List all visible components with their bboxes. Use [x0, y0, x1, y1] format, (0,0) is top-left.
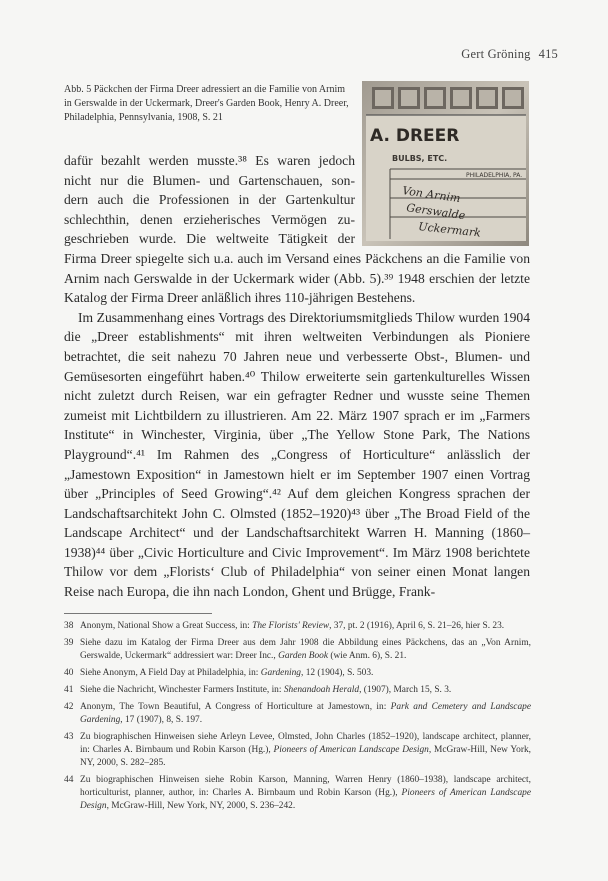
body-line-3: dern auch die Professionen in der Gartenkultur	[64, 192, 355, 208]
running-header	[461, 47, 558, 62]
footnote-38	[64, 620, 531, 633]
footnote-text-part: Anonym, National Show a Great Success, in:	[80, 621, 253, 631]
footnote-title: Pioneers of American Landscape Design	[273, 745, 429, 755]
footnote-42	[64, 701, 531, 727]
footnote-title: Shenandoah Herald	[283, 685, 360, 695]
figure-caption: Abb. 5 Päckchen der Firma Dreer adressiert an die Familie von Arnim in Gerswalde in der Uckermark, Dreer's Garden Book, Henry A. Dreer, Philadelphia, Pennsylvania, 1908, S. 21	[64, 84, 349, 123]
footnote-number: 40	[64, 668, 74, 678]
footnote-text-part: (wie Anm. 6), S. 21.	[328, 651, 407, 661]
footnote-text-part: Siehe Anonym, A Field Day at Philadelphia, in:	[80, 668, 261, 678]
footnote-text-part: , 17 (1907), 8, S. 197.	[120, 715, 203, 725]
body-text	[64, 151, 530, 602]
footnote-number: 41	[64, 685, 74, 695]
footnote-text-part: , McGraw-Hill, New York, NY, 2000, S. 236–242.	[106, 801, 296, 811]
footnote-text-part: Siehe dazu im Katalog der Firma Dreer aus dem Jahr 1908 die Abbildung eines Päckchens, das an „Von Arnim, Gerswalde, Uckermark“ addressiert war: Dreer Inc.,	[80, 638, 531, 661]
footnote-number: 44	[64, 775, 74, 785]
footnote-text-part: Zu biographischen Hinweisen siehe Robin Karson, Manning, Warren Henry (1860–1938), landscape architect, horticulturist, planner, author, in: Charles A. Birnbaum und Robin Karson (Hg.),	[80, 775, 531, 798]
footnote-text-part: , 12 (1904), S. 503.	[301, 668, 374, 678]
paragraph-2: Im Zusammenhang eines Vortrags des Direktoriumsmitglieds Thilow wurden 1904 die „Dreer establishments“ mit ihren weltweiten Verbindungen als Pioniere betrachtet, die seit nahezu 70 Jahren neue und verbesserte Obst-, Blumen- und Gemüsesorten eingeführt haben.⁴⁰ Thilow erweiterte sein gartenkulturelles Wissen nicht zuletzt durch Reisen, war ein gefragter Redner und wusste seine Themen zumeist mit Lichtbildern zu illustrieren. Am 22. März 1907 sprach er im „Farmers Institute“ in Winchester, Virginia, über „The Yellow Stone Park, The Nations Playground“.⁴¹ Im Rahmen des „Congress of Horticulture“ anlässlich der „Jamestown Exposition“ in Jamestown hielt er im September 1907 einen Vortrag über „Principles of Seed Growing“.⁴² Auf dem gleichen Kongress sprachen der Landschaftsarchitekt John C. Olmsted (1852–1920)⁴³ über „The Broad Field of the Landscape Architect“ und der Landschaftsarchitekt Warren H. Manning (1860–1938)⁴⁴ über „Civic Horticulture and Civic Improvement“. Im März 1908 berichtete Thilow vor dem „Florists‘ Club of Philadelphia“ von seiner einen Monat langen Reise nach Europa, die ihn nach London, Ghent und Brügge, Frank-	[64, 309, 530, 600]
footnote-text	[80, 667, 531, 680]
header-author: Gert Gröning	[461, 47, 531, 61]
body-line-2: nicht nur die Blumen- und Gartenschauen, son-	[64, 172, 355, 188]
handwriting-line-3: Uckermark	[417, 220, 482, 240]
footnote-title: Gardening	[260, 668, 301, 678]
footnote-number: 42	[64, 702, 74, 712]
page-number: 415	[538, 47, 558, 61]
footnotes	[64, 620, 531, 817]
footnote-title: Pioneers of American Landscape Design	[80, 788, 531, 811]
footnote-text-part: , (1907), March 15, S. 3.	[359, 685, 452, 695]
footnote-text	[80, 774, 531, 813]
footnote-text-part: Zu biographischen Hinweisen siehe Arleyn Levee, Olmsted, John Charles (1852–1920), landscape architect, planner, in: Charles A. Birnbaum und Robin Karson (Hg.),	[80, 732, 531, 755]
footnote-44	[64, 774, 531, 813]
footnote-text-part: , McGraw-Hill, New York, NY, 2000, S. 282–285.	[80, 745, 532, 768]
paragraph-1-continuation: Firma Dreer spiegelte sich u.a. auch im Versand eines Päckchens an die Familie von Arnim nach Gerswalde in der Uckermark wider (Abb. 5).³⁹ 1948 erschien der letzte Katalog der Firma Dreer anläßlich ihres 110-jährigen Bestehens.	[64, 250, 530, 306]
footnote-title: Park and Cemetery and Landscape Gardening	[80, 702, 531, 725]
footnote-text-part: Anonym, The Town Beautiful, A Congress of Horticulture at Jamestown, in:	[80, 702, 391, 712]
footnote-39	[64, 637, 531, 663]
footnote-number: 43	[64, 732, 74, 742]
stamp-subtext: BULBS, ETC.	[392, 154, 448, 163]
footnote-title: The Florists' Review	[252, 621, 330, 631]
body-line-4: schlechthin, denen erzieherisches Vermögen zu-	[64, 211, 355, 227]
footnote-43	[64, 731, 531, 770]
handwriting-line-2: Gerswalde	[405, 201, 467, 223]
stamp-address: PHILADELPHIA, PA.	[466, 172, 523, 179]
footnote-rule	[64, 613, 212, 614]
footnote-text-part: , 37, pt. 2 (1916), April 6, S. 21–26, hier S. 23.	[329, 621, 505, 631]
footnote-40	[64, 667, 531, 680]
footnote-text	[80, 731, 531, 770]
footnote-text	[80, 637, 531, 663]
handwriting-line-1: Von Arnim	[401, 184, 462, 206]
footnote-text	[80, 620, 531, 633]
footnote-text	[80, 684, 531, 697]
body-line-1: dafür bezahlt werden musste.³⁸ Es waren jedoch	[64, 153, 355, 168]
footnote-number: 39	[64, 638, 74, 648]
footnote-text	[80, 701, 531, 727]
footnote-title: Garden Book	[278, 651, 328, 661]
footnote-41	[64, 684, 531, 697]
footnote-text-part: Siehe die Nachricht, Winchester Farmers Institute, in:	[80, 685, 284, 695]
footnote-number: 38	[64, 621, 74, 631]
stamp-text: A. DREER	[370, 126, 460, 146]
body-line-5: geschrieben wurde. Die weltweite Tätigkeit der	[64, 231, 355, 247]
